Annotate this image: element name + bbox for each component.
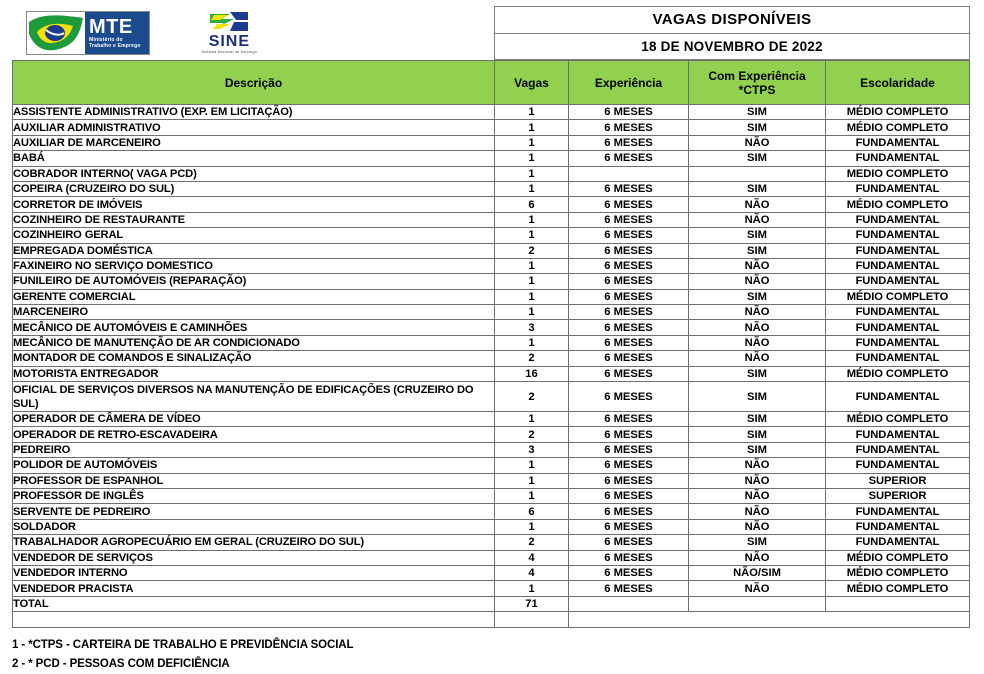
cell-com-experiencia: SIM xyxy=(689,243,826,258)
cell-escolaridade: FUNDAMENTAL xyxy=(826,535,970,550)
cell-vagas: 1 xyxy=(495,335,569,350)
cell-escolaridade: FUNDAMENTAL xyxy=(826,135,970,150)
cell-experiencia: 6 MESES xyxy=(569,305,689,320)
table-row xyxy=(13,258,970,273)
cell-escolaridade: FUNDAMENTAL xyxy=(826,181,970,196)
cell-descricao: POLIDOR DE AUTOMÓVEIS xyxy=(13,458,495,473)
cell-total-experiencia xyxy=(569,596,689,611)
table-row xyxy=(13,335,970,350)
com-experiencia-line2: *CTPS xyxy=(738,82,776,97)
cell-vagas: 1 xyxy=(495,166,569,181)
table-row xyxy=(13,151,970,166)
cell-descricao: VENDEDOR INTERNO xyxy=(13,565,495,580)
cell-escolaridade: MÉDIO COMPLETO xyxy=(826,197,970,212)
cell-experiencia: 6 MESES xyxy=(569,320,689,335)
column-header-com-experiencia xyxy=(689,61,826,105)
cell-vagas: 2 xyxy=(495,382,569,412)
cell-escolaridade: MÉDIO COMPLETO xyxy=(826,565,970,580)
table-row xyxy=(13,351,970,366)
cell-escolaridade: MÉDIO COMPLETO xyxy=(826,581,970,596)
cell-descricao: TRABALHADOR AGROPECUÁRIO EM GERAL (CRUZEIRO DO SUL) xyxy=(13,535,495,550)
cell-com-experiencia: NÃO xyxy=(689,258,826,273)
table-row xyxy=(13,135,970,150)
footnotes xyxy=(12,636,612,674)
cell-descricao: EMPREGADA DOMÉSTICA xyxy=(13,243,495,258)
cell-descricao: COBRADOR INTERNO( VAGA PCD) xyxy=(13,166,495,181)
table-row xyxy=(13,504,970,519)
cell-com-experiencia: SIM xyxy=(689,442,826,457)
cell-descricao: COZINHEIRO GERAL xyxy=(13,228,495,243)
table-row xyxy=(13,550,970,565)
cell-experiencia: 6 MESES xyxy=(569,335,689,350)
cell-experiencia: 6 MESES xyxy=(569,519,689,534)
brazil-flag-icon xyxy=(27,12,85,54)
cell-experiencia: 6 MESES xyxy=(569,197,689,212)
cell-escolaridade: FUNDAMENTAL xyxy=(826,212,970,227)
cell-escolaridade: MÉDIO COMPLETO xyxy=(826,366,970,381)
cell-vagas: 1 xyxy=(495,105,569,120)
cell-vagas: 6 xyxy=(495,504,569,519)
table-row xyxy=(13,412,970,427)
sine-wordmark: SINE xyxy=(208,33,251,50)
cell-descricao: OFICIAL DE SERVIÇOS DIVERSOS NA MANUTENÇÃO DE EDIFICAÇÕES (CRUZEIRO DO SUL) xyxy=(13,382,495,412)
cell-vagas: 1 xyxy=(495,458,569,473)
cell-escolaridade: FUNDAMENTAL xyxy=(826,274,970,289)
cell-descricao: SOLDADOR xyxy=(13,519,495,534)
cell-com-experiencia: NÃO xyxy=(689,320,826,335)
cell-com-experiencia: NÃO xyxy=(689,274,826,289)
blank-cell-vagas xyxy=(495,612,569,628)
cell-total-escolaridade xyxy=(826,596,970,611)
cell-descricao: GERENTE COMERCIAL xyxy=(13,289,495,304)
cell-descricao: AUXILIAR DE MARCENEIRO xyxy=(13,135,495,150)
cell-descricao: MOTORISTA ENTREGADOR xyxy=(13,366,495,381)
column-header-vagas: Vagas xyxy=(495,61,569,105)
sine-mark-icon xyxy=(208,11,250,33)
table-row xyxy=(13,274,970,289)
mte-acronym: MTE xyxy=(89,16,133,38)
cell-escolaridade: FUNDAMENTAL xyxy=(826,305,970,320)
cell-escolaridade: FUNDAMENTAL xyxy=(826,504,970,519)
table-row xyxy=(13,320,970,335)
cell-vagas: 4 xyxy=(495,550,569,565)
cell-experiencia: 6 MESES xyxy=(569,212,689,227)
footnote: 2 - * PCD - PESSOAS COM DEFICIÊNCIA xyxy=(12,658,230,670)
cell-descricao: MECÂNICO DE MANUTENÇÃO DE AR CONDICIONADO xyxy=(13,335,495,350)
cell-vagas: 1 xyxy=(495,473,569,488)
cell-experiencia: 6 MESES xyxy=(569,151,689,166)
cell-escolaridade: MÉDIO COMPLETO xyxy=(826,105,970,120)
mte-subtitle-line1: Ministério do xyxy=(89,37,123,43)
cell-com-experiencia: NÃO xyxy=(689,504,826,519)
footnote: 1 - *CTPS - CARTEIRA DE TRABALHO E PREVIDÊNCIA SOCIAL xyxy=(12,639,354,651)
cell-experiencia: 6 MESES xyxy=(569,258,689,273)
cell-vagas: 1 xyxy=(495,488,569,503)
cell-vagas: 1 xyxy=(495,581,569,596)
cell-experiencia: 6 MESES xyxy=(569,228,689,243)
cell-experiencia: 6 MESES xyxy=(569,351,689,366)
cell-vagas: 4 xyxy=(495,565,569,580)
table-header xyxy=(13,61,970,105)
cell-vagas: 3 xyxy=(495,320,569,335)
cell-vagas: 6 xyxy=(495,197,569,212)
cell-com-experiencia: NÃO xyxy=(689,581,826,596)
table-row xyxy=(13,535,970,550)
cell-experiencia: 6 MESES xyxy=(569,289,689,304)
column-header-experiencia: Experiência xyxy=(569,61,689,105)
cell-experiencia: 6 MESES xyxy=(569,458,689,473)
cell-com-experiencia: SIM xyxy=(689,181,826,196)
mte-subtitle-line2: Trabalho e Emprego xyxy=(89,43,141,49)
cell-experiencia xyxy=(569,166,689,181)
cell-experiencia: 6 MESES xyxy=(569,366,689,381)
cell-total-com-experiencia xyxy=(689,596,826,611)
table-row xyxy=(13,442,970,457)
page-date: 18 DE NOVEMBRO DE 2022 xyxy=(641,38,823,54)
table-row xyxy=(13,458,970,473)
cell-vagas: 1 xyxy=(495,151,569,166)
cell-vagas: 1 xyxy=(495,228,569,243)
cell-escolaridade: FUNDAMENTAL xyxy=(826,335,970,350)
cell-descricao: VENDEDOR DE SERVIÇOS xyxy=(13,550,495,565)
table-row xyxy=(13,488,970,503)
cell-vagas: 3 xyxy=(495,442,569,457)
cell-vagas: 2 xyxy=(495,535,569,550)
cell-escolaridade: FUNDAMENTAL xyxy=(826,458,970,473)
cell-com-experiencia: SIM xyxy=(689,105,826,120)
cell-descricao: COPEIRA (CRUZEIRO DO SUL) xyxy=(13,181,495,196)
cell-escolaridade: FUNDAMENTAL xyxy=(826,228,970,243)
cell-com-experiencia: SIM xyxy=(689,120,826,135)
logo-group xyxy=(12,6,494,60)
column-header-escolaridade: Escolaridade xyxy=(826,61,970,105)
table-row xyxy=(13,243,970,258)
title-block xyxy=(494,6,970,60)
blank-cell-spacer xyxy=(569,612,970,628)
table-row xyxy=(13,305,970,320)
cell-vagas: 2 xyxy=(495,427,569,442)
cell-experiencia: 6 MESES xyxy=(569,412,689,427)
cell-vagas: 2 xyxy=(495,243,569,258)
cell-com-experiencia: NÃO xyxy=(689,488,826,503)
table-row xyxy=(13,565,970,580)
cell-escolaridade: FUNDAMENTAL xyxy=(826,382,970,412)
cell-experiencia: 6 MESES xyxy=(569,243,689,258)
cell-descricao: PROFESSOR DE ESPANHOL xyxy=(13,473,495,488)
cell-com-experiencia: NÃO xyxy=(689,519,826,534)
cell-experiencia: 6 MESES xyxy=(569,120,689,135)
blank-cell-descricao xyxy=(13,612,495,628)
cell-descricao: FUNILEIRO DE AUTOMÓVEIS (REPARAÇÃO) xyxy=(13,274,495,289)
table-row xyxy=(13,105,970,120)
cell-experiencia: 6 MESES xyxy=(569,105,689,120)
cell-com-experiencia xyxy=(689,166,826,181)
cell-com-experiencia: NÃO xyxy=(689,351,826,366)
document-header xyxy=(12,6,970,60)
mte-logo xyxy=(26,11,150,55)
cell-experiencia: 6 MESES xyxy=(569,550,689,565)
cell-total-vagas: 71 xyxy=(495,596,569,611)
cell-escolaridade: FUNDAMENTAL xyxy=(826,320,970,335)
cell-com-experiencia: SIM xyxy=(689,535,826,550)
cell-escolaridade: FUNDAMENTAL xyxy=(826,258,970,273)
table-row xyxy=(13,581,970,596)
cell-descricao: MONTADOR DE COMANDOS E SINALIZAÇÃO xyxy=(13,351,495,366)
cell-descricao: VENDEDOR PRACISTA xyxy=(13,581,495,596)
cell-descricao: ASSISTENTE ADMINISTRATIVO (EXP. EM LICITAÇÃO) xyxy=(13,105,495,120)
cell-com-experiencia: NÃO xyxy=(689,197,826,212)
cell-com-experiencia: SIM xyxy=(689,228,826,243)
cell-vagas: 2 xyxy=(495,351,569,366)
cell-experiencia: 6 MESES xyxy=(569,565,689,580)
table-row xyxy=(13,212,970,227)
cell-descricao: MECÂNICO DE AUTOMÓVEIS E CAMINHÕES xyxy=(13,320,495,335)
cell-vagas: 1 xyxy=(495,120,569,135)
cell-com-experiencia: SIM xyxy=(689,289,826,304)
cell-escolaridade: MEDIO COMPLETO xyxy=(826,166,970,181)
cell-descricao: PEDREIRO xyxy=(13,442,495,457)
table-blank-row xyxy=(13,612,970,628)
cell-descricao: BABÁ xyxy=(13,151,495,166)
cell-vagas: 1 xyxy=(495,274,569,289)
cell-experiencia: 6 MESES xyxy=(569,427,689,442)
cell-experiencia: 6 MESES xyxy=(569,274,689,289)
table-row xyxy=(13,427,970,442)
cell-descricao: OPERADOR DE RETRO-ESCAVADEIRA xyxy=(13,427,495,442)
table-row xyxy=(13,289,970,304)
cell-com-experiencia: NÃO xyxy=(689,212,826,227)
table-row xyxy=(13,228,970,243)
table-body xyxy=(13,105,970,628)
cell-escolaridade: MÉDIO COMPLETO xyxy=(826,289,970,304)
cell-descricao: OPERADOR DE CÂMERA DE VÍDEO xyxy=(13,412,495,427)
cell-descricao: PROFESSOR DE INGLÊS xyxy=(13,488,495,503)
table-row xyxy=(13,519,970,534)
cell-experiencia: 6 MESES xyxy=(569,581,689,596)
cell-com-experiencia: NÃO xyxy=(689,550,826,565)
cell-experiencia: 6 MESES xyxy=(569,488,689,503)
cell-escolaridade: FUNDAMENTAL xyxy=(826,243,970,258)
cell-descricao: COZINHEIRO DE RESTAURANTE xyxy=(13,212,495,227)
cell-experiencia: 6 MESES xyxy=(569,442,689,457)
table-row xyxy=(13,166,970,181)
cell-escolaridade: FUNDAMENTAL xyxy=(826,351,970,366)
cell-escolaridade: FUNDAMENTAL xyxy=(826,427,970,442)
cell-vagas: 1 xyxy=(495,181,569,196)
cell-escolaridade: MÉDIO COMPLETO xyxy=(826,120,970,135)
cell-experiencia: 6 MESES xyxy=(569,135,689,150)
table-row xyxy=(13,382,970,412)
cell-com-experiencia: NÃO xyxy=(689,458,826,473)
cell-com-experiencia: SIM xyxy=(689,382,826,412)
cell-descricao: FAXINEIRO NO SERVIÇO DOMESTICO xyxy=(13,258,495,273)
cell-com-experiencia: NÃO xyxy=(689,335,826,350)
table-row xyxy=(13,120,970,135)
cell-com-experiencia: SIM xyxy=(689,412,826,427)
cell-experiencia: 6 MESES xyxy=(569,181,689,196)
cell-descricao: SERVENTE DE PEDREIRO xyxy=(13,504,495,519)
com-experiencia-line1: Com Experiência xyxy=(708,68,806,83)
cell-com-experiencia: SIM xyxy=(689,366,826,381)
table-header-row xyxy=(13,61,970,105)
cell-experiencia: 6 MESES xyxy=(569,504,689,519)
cell-descricao: MARCENEIRO xyxy=(13,305,495,320)
cell-com-experiencia: NÃO xyxy=(689,135,826,150)
cell-com-experiencia: SIM xyxy=(689,151,826,166)
cell-descricao: CORRETOR DE IMÓVEIS xyxy=(13,197,495,212)
column-header-descricao: Descrição xyxy=(13,61,495,105)
cell-experiencia: 6 MESES xyxy=(569,382,689,412)
vagas-table xyxy=(12,60,970,628)
cell-escolaridade: FUNDAMENTAL xyxy=(826,519,970,534)
cell-escolaridade: MÉDIO COMPLETO xyxy=(826,550,970,565)
cell-experiencia: 6 MESES xyxy=(569,535,689,550)
mte-wordmark xyxy=(85,12,149,54)
cell-escolaridade: SUPERIOR xyxy=(826,473,970,488)
cell-escolaridade: SUPERIOR xyxy=(826,488,970,503)
table-row xyxy=(13,181,970,196)
cell-com-experiencia: NÃO xyxy=(689,305,826,320)
cell-vagas: 1 xyxy=(495,258,569,273)
page-title: VAGAS DISPONÍVEIS xyxy=(495,7,969,34)
table-row xyxy=(13,366,970,381)
cell-vagas: 1 xyxy=(495,519,569,534)
cell-vagas: 1 xyxy=(495,289,569,304)
cell-escolaridade: FUNDAMENTAL xyxy=(826,151,970,166)
cell-experiencia: 6 MESES xyxy=(569,473,689,488)
cell-com-experiencia: NÃO/SIM xyxy=(689,565,826,580)
table-row xyxy=(13,197,970,212)
cell-descricao: AUXILIAR ADMINISTRATIVO xyxy=(13,120,495,135)
cell-total-label: TOTAL xyxy=(13,596,495,611)
cell-vagas: 1 xyxy=(495,212,569,227)
sine-logo xyxy=(202,9,257,57)
cell-vagas: 1 xyxy=(495,135,569,150)
table-row xyxy=(13,473,970,488)
cell-vagas: 1 xyxy=(495,412,569,427)
sine-subtitle: Sistema Nacional de Emprego xyxy=(201,50,258,54)
cell-com-experiencia: NÃO xyxy=(689,473,826,488)
table-total-row xyxy=(13,596,970,611)
cell-escolaridade: FUNDAMENTAL xyxy=(826,442,970,457)
cell-escolaridade: MÉDIO COMPLETO xyxy=(826,412,970,427)
cell-com-experiencia: SIM xyxy=(689,427,826,442)
cell-vagas: 1 xyxy=(495,305,569,320)
cell-vagas: 16 xyxy=(495,366,569,381)
